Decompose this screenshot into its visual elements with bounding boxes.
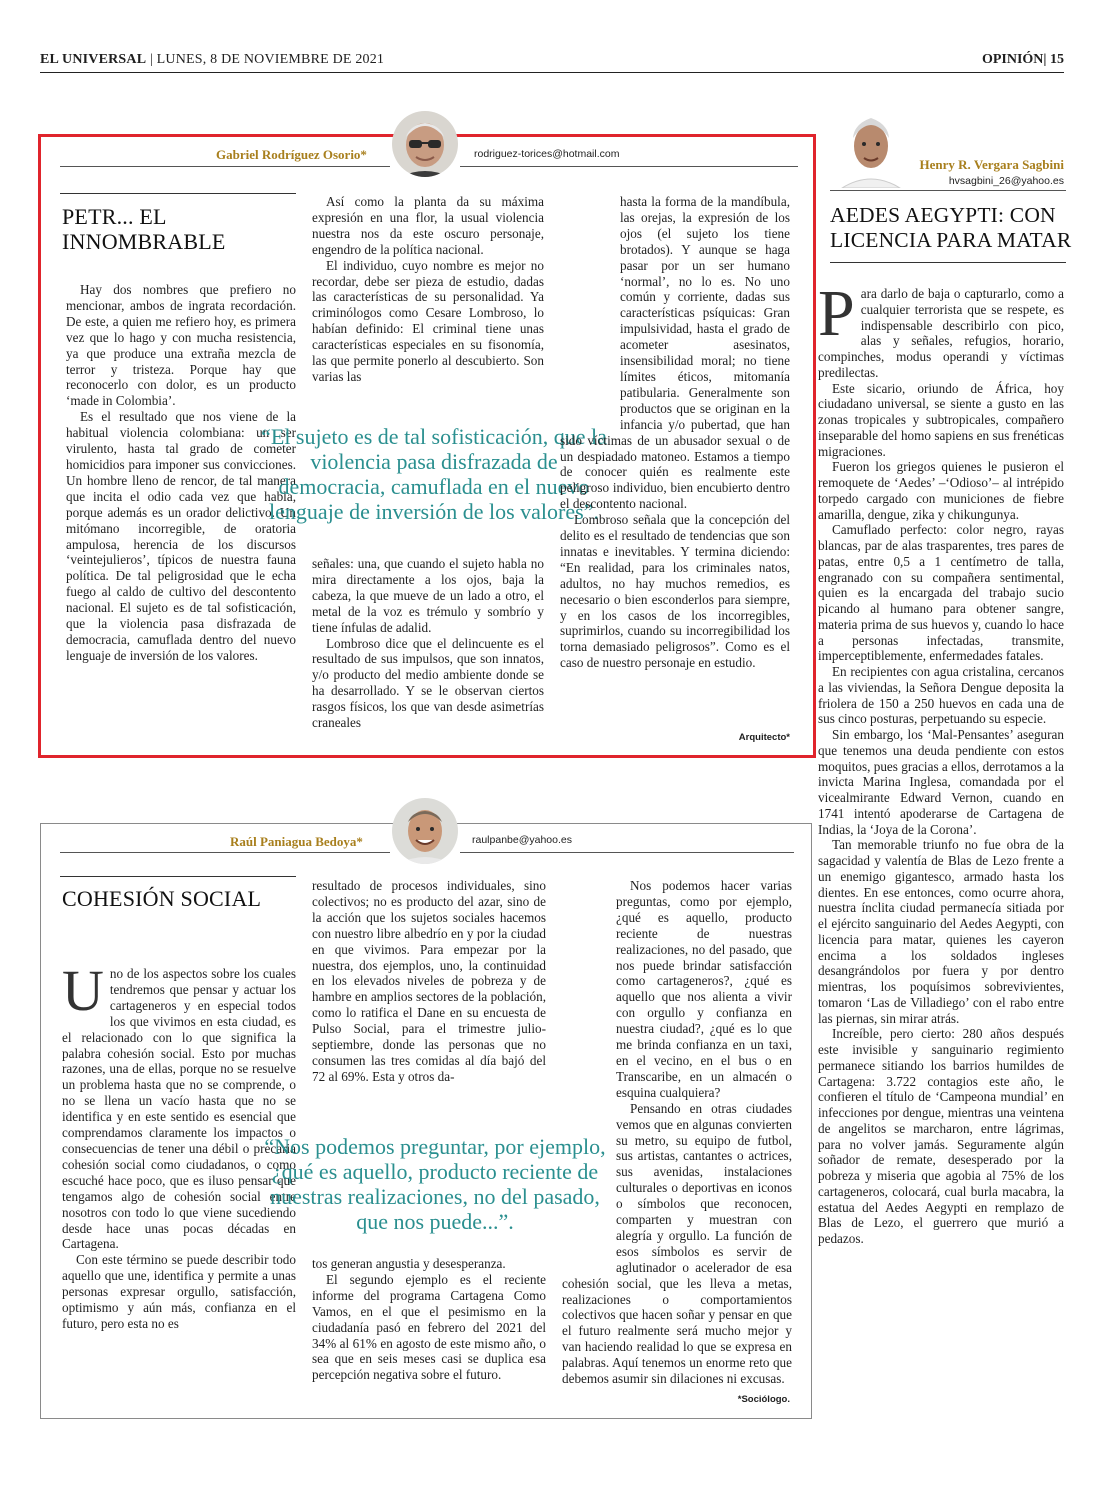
paragraph: Camuflado perfecto: color negro, rayas blancas, par de alas trasparentes, tres pares de patas, entre 0,5 a 1 centímetro de talla, engranado con su compañera sentimental, quien es la encargada del trabajo sucio picando al humano para obtener sangre, materia prima de sus huevos y, cuando lo hace a personas infectadas, transmite, imperceptiblemente, enfermedades fatales. [818, 522, 1064, 664]
article-2-dropcap: U [62, 958, 104, 1023]
title-rule [60, 193, 296, 194]
article-2-pull-quote: “Nos podemos preguntar, por ejemplo, ¿qué es aquello, producto reciente de nuestras realizaciones, no del pasado, que nos puede...”. [264, 1134, 606, 1234]
paragraph: Tan memorable triunfo no fue obra de la sagacidad y valentía de Blas de Lezo frente a un enemigo gigantesco, armado hasta los dientes. En ese entonces, como ocurre ahora, nuestra ínclita ciudad permanecía sitiada por el ejército sanguinario del Aedes Aegypti, con licencia para matar, quienes les cayeron encima a los soldados ingleses desangrándolos por fuera y por dentro mientras, los poquísimos sobrevivientes, tomaron ‘Las de Villadiego’ con el rabo entre las piernas, sin mirar atrás. [818, 837, 1064, 1026]
byline-rule [460, 852, 794, 853]
article-3-title: AEDES AEGYPTI: CON LICENCIA PARA MATAR [830, 203, 1072, 252]
article-3-body [818, 277, 1064, 1247]
article-1-pull-quote: “El sujeto es de tal sofisticación, que la violencia pasa disfrazada de democracia, camuflada en el nuevo lenguaje de inversión de los valores”. [261, 424, 607, 524]
article-1-column-2-bottom [312, 556, 544, 731]
article-1-column-2-top [312, 194, 544, 385]
paragraph: Es el resultado que nos viene de la habitual violencia colombiana: un ser virulento, hasta tal grado de cometer homicidios para imponer sus convicciones. Un hombre lleno de rencor, de tal manera que incita el odio cada vez que habla, porque además es un orador delictivo. Un mitómano incorregible, de oratoria ampulosa, herencia de los discursos ‘veintejulieros’, típicos de nuestra fauna política. De tal peligrosidad que le echa fuego al caldo de cultivo del descontento nacional. El sujeto es de tal sofisticación, que la violencia pasa disfrazada de democracia, camuflada dentro del nuevo lenguaje de inversión de los valores. [66, 409, 296, 663]
header-separator: | [1043, 52, 1050, 67]
paragraph: Hay dos nombres que prefiero no mencionar, ambos de ingrata recordación. De este, a quien me refiero hoy, es primera vez que lo hago y con mucha resistencia, ya que produce una extraña mezcla de terror y tristeza. Porque hay que reconocerlo con dolor, es un producto ‘made in Colombia’. [66, 282, 296, 409]
paragraph: ara darlo de baja o capturarlo, como a cualquier terrorista que se respete, es indispensable describirlo con pico, alas y señales, refugios, horario, compinches, modus operandi y víctimas predilectas. [818, 286, 1064, 380]
newspaper-name: EL UNIVERSAL [40, 52, 147, 67]
issue-date: LUNES, 8 DE NOVIEMBRE DE 2021 [156, 52, 385, 67]
article-2-title: COHESIÓN SOCIAL [62, 886, 262, 911]
paragraph: tos generan angustia y desesperanza. [312, 1256, 506, 1271]
title-rule [60, 876, 296, 877]
article-2-column-2-top [312, 878, 546, 1085]
title-rule [830, 262, 1066, 263]
author-portrait-icon [392, 111, 458, 177]
paragraph: Pensando en otras ciudades vemos que en algunas convierten su metro, su equipo de futbol, sus artistas, cantantes o actrices, sus avenidas, instalaciones culturales o deportivas en iconos o símbolos que reconocen, comparten y muestran con alegría y orgullo. La función de esos símbolos es servir de aglutinador o acelerador de esa cohesión social, que les lleva a metas, realizaciones o comportamientos colectivos que hacen soñar y pensar en que el futuro realmente será mucho mejor y van haciendo realidad lo que se expresa en palabras. Aquí tenemos un enorme reto que debemos asumir sin dilaciones ni excusas. [562, 1100, 792, 1387]
paragraph: Increíble, pero cierto: 280 años después este invisible y sanguinario regimiento permanece sitiando los barrios humildes de Cartagena: 3.722 contagios este año, le confieren el título de ‘Campeona mundial’ en infecciones por dengue, mientras una veintena de angelitos se marcharon, entre lágrimas, para no volver jamás. Seguramente algún soñador de remate, desesperado por la pobreza y miseria que agobia al 75% de los cartageneros, colocará, cual burla macabra, la estatua del Aedes Aegypti en remplazo de Blas de Lezo, el guerrero que murió a pedazos. [818, 1026, 1064, 1246]
byline-rule [830, 190, 1066, 191]
page-header-left [40, 52, 384, 68]
paragraph: Con este término se puede describir todo aquello que une, identifica y permite a unas personas expresar orgullo, satisfacción, optimismo y aún más, confianza en el futuro, pero esta no es [62, 1252, 296, 1331]
author-photo-raul [392, 798, 458, 864]
paragraph: Nos podemos hacer varias preguntas, como por ejemplo, ¿qué es aquello, producto reciente de nuestras realizaciones, no del pasado, que nos puede brindar satisfacción como cartageneros?, ¿qué es aquello que nos alienta a vivir con orgullo y confianza en nuestra ciudad?, ¿qué es lo que me brinda confianza en un taxi, en el vecino, en el bus o en Transcaribe, en un almacén o esquina cualquiera? [616, 878, 792, 1100]
article-2-author: Raúl Paniagua Bedoya* [230, 834, 363, 849]
header-rule [40, 72, 1064, 73]
section-name: OPINIÓN [981, 52, 1044, 67]
paragraph: Así como la planta da su máxima expresión en una flor, la usual violencia nuestra nos da este oscuro personaje, engendro de la política nacional. [312, 194, 544, 257]
article-2-email: raulpanbe@yahoo.es [472, 834, 572, 846]
paragraph: hasta la forma de la mandíbula, las orejas, la expresión de los ojos (el sujeto los tiene brotados). Y aunque se haga pasar por un ser humano ‘normal’, no lo es. No uno común y corriente, dadas sus características psíquicas: Gran impulsividad, hasta el grado de acometer asesinatos, insensibilidad moral; no tiene límites éticos, mitomanía patibularia. Generalmente son productos que se originan en la infancia y/o pubertad, que han sido víctimas de un abusador sexual o de un despiadado matoneo. Estamos a tiempo de conocer quién es realmente este peligroso individuo, bien encubierto dentro el descontento nacional. [560, 194, 790, 512]
article-3-author: Henry R. Vergara Sagbini [919, 157, 1064, 172]
paragraph: El segundo ejemplo es el reciente informe del programa Cartagena Como Vamos, en el que el pesimismo en la ciudadanía pasó en febrero del 2021 del 34% al 61% en agosto de este mismo año, o sea que en seis meses casi se duplica esa percepción negativa sobre el futuro. [312, 1271, 546, 1383]
paragraph: Fueron los griegos quienes le pusieron el remoquete de ‘Aedes’ –‘Odioso’– al intrépido torpedo cargado con municiones de fiebre amarilla, dengue, zika y chikungunya. [818, 459, 1064, 522]
paragraph: no de los aspectos sobre los cuales tendremos que pensar y actuar los cartageneros y en especial todos los que vivimos en esta ciudad, es el relacionado con lo que significa la palabra cohesión social. Esto por muchas razones, una de ellas, porque no se resuelve un problema hasta que no se comprende, o no se llena un vacío hasta que no se identifica y en este sentido es esencial que comprendamos claramente los impactos o consecuencias de tener una débil o precaria cohesión social como ciudadanos, o como escuché hace poco, que es iluso pensar que tengamos algo de cohesión social entre nosotros con todo lo que viene sucediendo desde hace unas pocas décadas en Cartagena. [62, 966, 296, 1252]
paragraph: resultado de procesos individuales, sino colectivos; no es producto del azar, sino de la acción que los sujetos sociales hacemos con nuestro libre albedrío en y por la ciudad en que vivimos. Para empezar por la nuestra, dos ejemplos, uno, la continuidad en los elevados niveles de pobreza y de hambre en amplios sectores de la población, como lo ratifica el Dane en su encuesta de Pulso Social, para el trimestre julio-septiembre, donde las personas que no consumen las tres comidas al día bajó del 72 al 69%. Esta y otros da- [312, 878, 546, 1084]
paragraph: Lombroso señala que la concepción del delito es el resultado de tendencias que son innatas e inevitables. Y termina diciendo: “En realidad, para los criminales natos, adultos, no hay muchos remedios, es necesario o bien esconderlos para siempre, y en los casos de los incorregibles, suprimirlos, cuando su incorregibilidad los torna demasiado peligrosos”. Como es el caso de nuestro personaje en estudio. [560, 512, 790, 671]
article-1-column-3 [560, 194, 790, 671]
paragraph: señales: una, que cuando el sujeto habla no mira directamente a los ojos, baja la cabeza, la que mueve de un lado a otro, el metal de la voz es trémulo y sombrío y tiene ínfulas de adalid. [312, 556, 544, 635]
article-1-title: PETR... EL INNOMBRABLE [62, 204, 226, 254]
pull-quote-wrap-space [562, 1118, 616, 1268]
author-portrait-icon [838, 108, 904, 188]
article-3-email: hvsagbini_26@yahoo.es [948, 175, 1064, 187]
pull-quote-wrap-space [560, 194, 620, 424]
paragraph: Este sicario, oriundo de África, hoy ciudadano universal, se siente a gusto en las zonas tropicales y subtropicales, compañero inseparable del homo sapiens en sus frenéticas migraciones. [818, 380, 1064, 459]
author-photo-gabriel [392, 111, 458, 177]
byline-rule [460, 166, 798, 167]
byline-rule [60, 852, 390, 853]
page-number: 15 [1050, 52, 1064, 67]
paragraph: Lombroso dice que el delincuente es el resultado de sus impulsos, que son innatos, y/o producto del medio ambiente donde se ha desarrollado. Y se le observan ciertos rasgos físicos, los que van desde asimetrías craneales [312, 635, 544, 731]
article-1-author: Gabriel Rodríguez Osorio* [216, 147, 367, 162]
byline-rule [60, 166, 390, 167]
header-separator: | [149, 52, 157, 67]
article-1-credit: Arquitecto* [738, 732, 790, 743]
paragraph: En recipientes con agua cristalina, cercanos a las viviendas, la Señora Dengue deposita la friolera de 150 a 250 huevos en cada una de sus cinco posturas, perpetuando su especie. [818, 664, 1064, 727]
paragraph: El individuo, cuyo nombre es mejor no recordar, debe ser pieza de estudio, dadas las características de su personalidad. Ya criminólogos como Cesare Lombroso, lo habían definido: El criminal tiene unas características especiales en su fisonomía, las que permite ponerlo al descubierto. Son varias las [312, 257, 544, 384]
article-2-column-3 [562, 878, 792, 1387]
article-2-credit: *Sociólogo. [737, 1394, 790, 1405]
author-photo-henry [838, 108, 904, 188]
paragraph: Sin embargo, los ‘Mal-Pensantes’ aseguran que tenemos una deuda pendiente con estos moquitos, pues gracias a ellos, derrotamos a la invicta Marina Inglesa, comandada por el vicealmirante Edward Vernon, cuando en 1741 intentó apoderarse de Cartagena de Indias, la ‘Joya de la Corona’. [818, 727, 1064, 837]
article-2-column-2-bottom [312, 1256, 546, 1383]
article-3-dropcap: P [818, 277, 855, 350]
article-1-email: rodriguez-torices@hotmail.com [474, 148, 620, 160]
page-header-right [982, 52, 1064, 68]
author-portrait-icon [392, 798, 458, 864]
